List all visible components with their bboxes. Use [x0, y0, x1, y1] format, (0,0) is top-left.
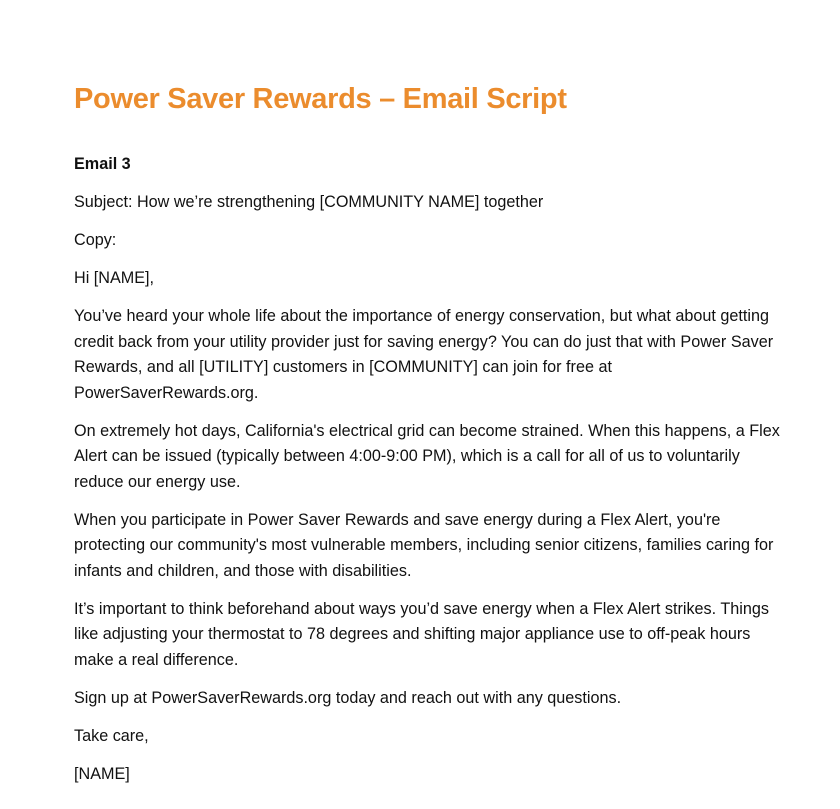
- email-closing: Take care,: [74, 726, 149, 745]
- paragraph-tips: It’s important to think beforehand about ways you’d save energy when a Flex Alert strikes. Things like adjusting your thermostat to 78 degrees and shifting major appliance use to off-peak hours make a real difference.: [74, 599, 769, 669]
- email-subject: Subject: How we’re strengthening [COMMUNITY NAME] together: [74, 193, 544, 211]
- paragraph-intro: You’ve heard your whole life about the importance of energy conservation, but what about getting credit back from your utility provider just for saving energy? You can do just that with Power Saver Rewards, and all [UTILITY] customers in [COMMUNITY] can join for free at PowerSaverRewards.org.: [74, 307, 774, 402]
- paragraph-signup: Sign up at PowerSaverRewards.org today and reach out with any questions.: [74, 688, 622, 707]
- email-number-label: Email 3: [74, 155, 131, 173]
- email-body: [74, 152, 789, 800]
- email-signature: [NAME]: [74, 764, 130, 783]
- document-title: Power Saver Rewards – Email Script: [74, 83, 567, 115]
- email-greeting: Hi [NAME],: [74, 269, 155, 287]
- paragraph-community: When you participate in Power Saver Rewards and save energy during a Flex Alert, you're protecting our community's most vulnerable members, including senior citizens, families caring for infants and children, and those with disabilities.: [74, 510, 774, 580]
- copy-label: Copy:: [74, 231, 117, 249]
- paragraph-flex-alert: On extremely hot days, California's electrical grid can become strained. When this happens, a Flex Alert can be issued (typically between 4:00-9:00 PM), which is a call for all of us to voluntarily reduce our energy use.: [74, 421, 780, 491]
